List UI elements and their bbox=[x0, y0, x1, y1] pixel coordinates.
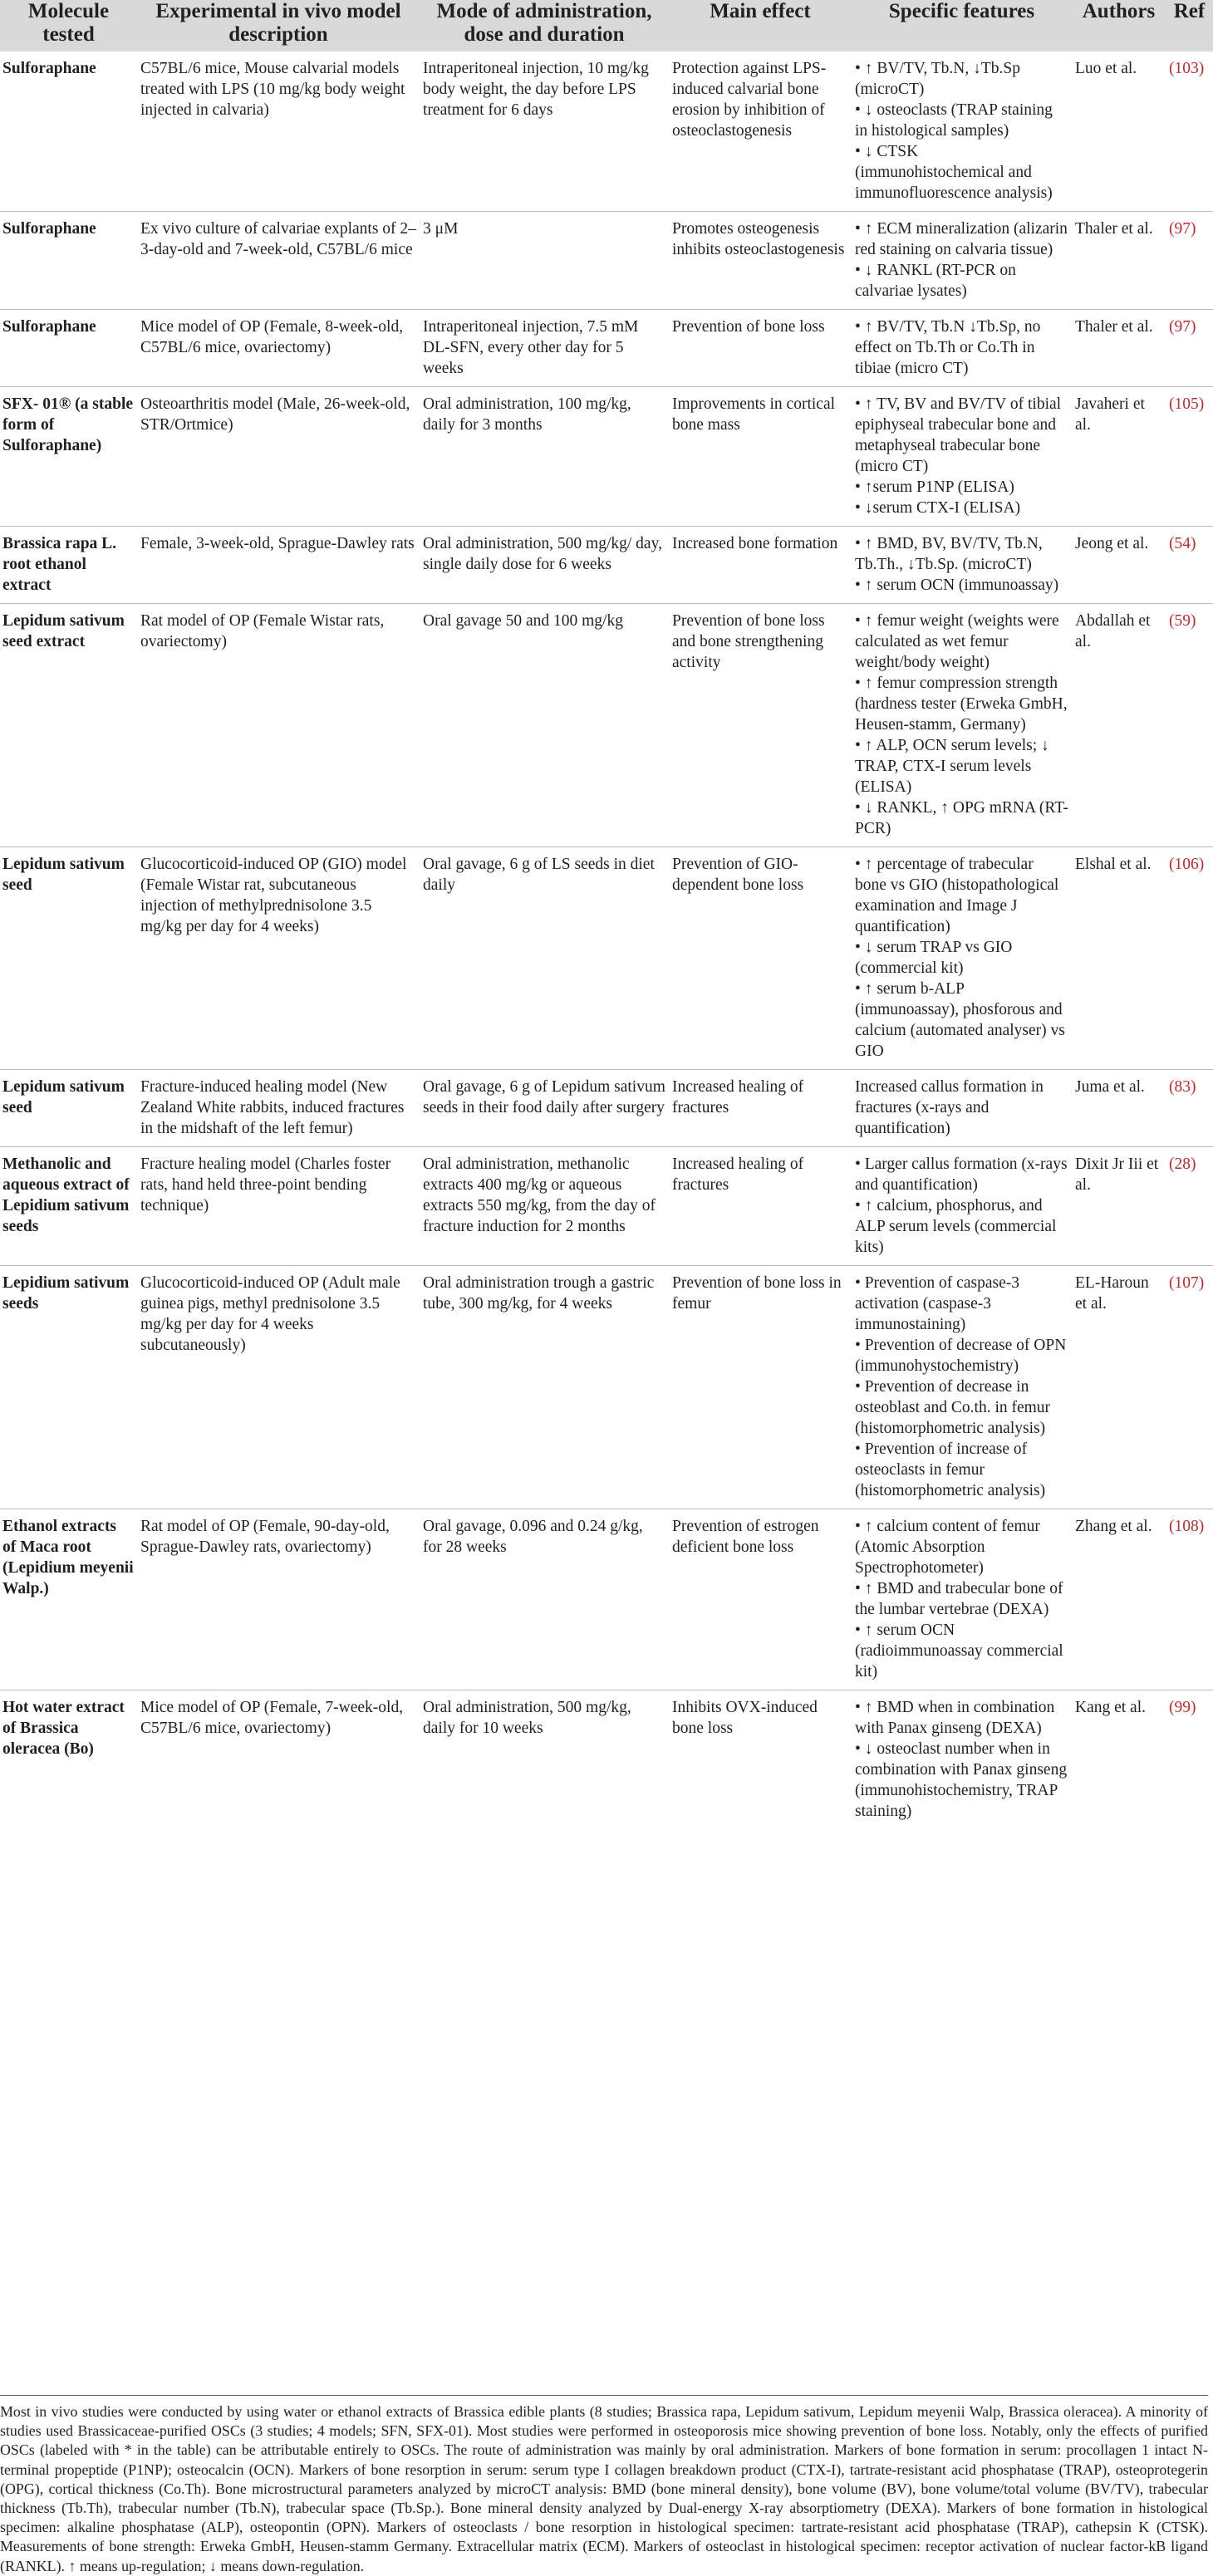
cell-effect: Prevention of bone loss bbox=[669, 310, 852, 387]
header-row bbox=[0, 0, 1213, 52]
cell-features bbox=[852, 1070, 1072, 1147]
cell-authors: Jeong et al. bbox=[1072, 527, 1166, 604]
feature-item: • ↓ osteoclast number when in combination with Panax ginseng (immunohistochemistry, TRAP staining) bbox=[855, 1740, 1068, 1820]
cell-features bbox=[852, 310, 1072, 387]
feature-item: • ↓serum CTX-I (ELISA) bbox=[855, 499, 1021, 517]
cell-mode: Intraperitoneal injection, 7.5 mM DL-SFN, every other day for 5 weeks bbox=[420, 310, 669, 387]
cell-mode: Oral administration, methanolic extracts 400 mg/kg or aqueous extracts 550 mg/kg, from the day of fracture induction for 2 months bbox=[420, 1147, 669, 1266]
cell-effect: Prevention of bone loss in femur bbox=[669, 1266, 852, 1509]
table-row bbox=[0, 604, 1213, 847]
cell-effect: Protection against LPS-induced calvarial bone erosion by inhibition of osteoclastogenesis bbox=[669, 52, 852, 212]
cell-molecule: Lepidium sativum seeds bbox=[0, 1266, 137, 1509]
cell-model: Rat model of OP (Female, 90-day-old, Sprague-Dawley rats, ovariectomy) bbox=[137, 1509, 420, 1690]
cell-ref-link[interactable]: (99) bbox=[1169, 1699, 1196, 1716]
cell-effect: Improvements in cortical bone mass bbox=[669, 387, 852, 527]
cell-model: Mice model of OP (Female, 8-week-old, C57BL/6 mice, ovariectomy) bbox=[137, 310, 420, 387]
cell-authors: Dixit Jr Iii et al. bbox=[1072, 1147, 1166, 1266]
feature-item: • ↓ RANKL, ↑ OPG mRNA (RT-PCR) bbox=[855, 799, 1068, 837]
cell-effect: Promotes osteogenesis inhibits osteoclastogenesis bbox=[669, 212, 852, 310]
header-authors: Authors bbox=[1072, 0, 1166, 52]
feature-item: • ↑ serum OCN (radioimmunoassay commercial kit) bbox=[855, 1622, 1063, 1681]
cell-mode: Oral gavage 50 and 100 mg/kg bbox=[420, 604, 669, 847]
feature-item: • ↑ femur compression strength (hardness tester (Erweka GmbH, Heusen-stamm, Germany) bbox=[855, 675, 1068, 734]
cell-effect: Inhibits OVX-induced bone loss bbox=[672, 1699, 818, 1737]
cell-authors: Kang et al. bbox=[1075, 1699, 1147, 1716]
table-row bbox=[0, 310, 1213, 387]
cell-authors: Thaler et al. bbox=[1072, 212, 1166, 310]
cell-mode: Oral gavage, 6 g of Lepidum sativum seeds in their food daily after surgery bbox=[420, 1070, 669, 1147]
cell-molecule: Sulforaphane bbox=[0, 52, 137, 212]
cell-effect: Prevention of GIO-dependent bone loss bbox=[669, 847, 852, 1070]
table-header bbox=[0, 0, 1213, 52]
header-model: Experimental in vivo model description bbox=[137, 0, 420, 52]
table-row bbox=[0, 387, 1213, 527]
table-row bbox=[0, 527, 1213, 604]
cell-effect: Increased healing of fractures bbox=[669, 1070, 852, 1147]
cell-mode: Oral administration, 500 mg/kg, daily for 10 weeks bbox=[423, 1699, 631, 1737]
cell-ref-link[interactable]: (105) bbox=[1166, 387, 1213, 527]
cell-effect: Increased healing of fractures bbox=[669, 1147, 852, 1266]
feature-item: • Larger callus formation (x-rays and quantification) bbox=[855, 1156, 1068, 1194]
feature-item: • ↑ calcium, phosphorus, and ALP serum levels (commercial kits) bbox=[855, 1197, 1057, 1256]
cell-features bbox=[852, 52, 1072, 212]
feature-item: • ↓ RANKL (RT-PCR on calvariae lysates) bbox=[855, 262, 1016, 300]
cell-model: Glucocorticoid-induced OP (GIO) model (Female Wistar rat, subcutaneous injection of methylprednisolone 3.5 mg/kg per day for 4 weeks) bbox=[137, 847, 420, 1070]
table-row bbox=[0, 1509, 1213, 1690]
header-mode: Mode of administration, dose and duration bbox=[420, 0, 669, 52]
cell-ref-link[interactable]: (97) bbox=[1166, 310, 1213, 387]
cell-authors: Elshal et al. bbox=[1072, 847, 1166, 1070]
cell-features bbox=[852, 1266, 1072, 1509]
table-row bbox=[0, 52, 1213, 212]
feature-item: • ↑ BMD when in combination with Panax ginseng (DEXA) bbox=[855, 1699, 1055, 1737]
cell-authors: Juma et al. bbox=[1072, 1070, 1166, 1147]
cell-ref-link[interactable]: (28) bbox=[1166, 1147, 1213, 1266]
feature-item: • ↓ osteoclasts (TRAP staining in histological samples) bbox=[855, 101, 1053, 140]
table-row bbox=[0, 212, 1213, 310]
feature-item: • Prevention of caspase-3 activation (caspase-3 immunostaining) bbox=[855, 1274, 1019, 1333]
feature-item: • ↓ serum TRAP vs GIO (commercial kit) bbox=[855, 939, 1013, 977]
feature-item: • ↑ serum b-ALP (immunoassay), phosforous and calcium (automated analyser) vs GIO bbox=[855, 980, 1065, 1060]
feature-item: Increased callus formation in fractures (x-rays and quantification) bbox=[855, 1078, 1044, 1137]
table-row bbox=[0, 1070, 1213, 1147]
cell-mode: 3 μM bbox=[420, 212, 669, 310]
cell-ref-link[interactable]: (107) bbox=[1166, 1266, 1213, 1509]
feature-item: • ↓ CTSK (immunohistochemical and immunofluorescence analysis) bbox=[855, 143, 1053, 202]
cell-ref-link[interactable]: (83) bbox=[1166, 1070, 1213, 1147]
feature-item: • Prevention of decrease of OPN (immunohystochemistry) bbox=[855, 1337, 1067, 1375]
header-ref: Ref bbox=[1166, 0, 1213, 52]
cell-molecule: Sulforaphane bbox=[0, 212, 137, 310]
cell-authors: EL-Haroun et al. bbox=[1072, 1266, 1166, 1509]
table-row bbox=[0, 1690, 1213, 1830]
feature-item: • ↑ BV/TV, Tb.N, ↓Tb.Sp (microCT) bbox=[855, 60, 1020, 98]
cell-authors: Luo et al. bbox=[1072, 52, 1166, 212]
cell-model: Glucocorticoid-induced OP (Adult male guinea pigs, methyl prednisolone 3.5 mg/kg per day for 4 weeks subcutaneously) bbox=[137, 1266, 420, 1509]
cell-mode: Oral gavage, 0.096 and 0.24 g/kg, for 28 weeks bbox=[420, 1509, 669, 1690]
cell-molecule: Lepidum sativum seed extract bbox=[0, 604, 137, 847]
table-row bbox=[0, 1147, 1213, 1266]
cell-ref-link[interactable]: (103) bbox=[1166, 52, 1213, 212]
cell-ref-link[interactable]: (59) bbox=[1166, 604, 1213, 847]
cell-mode: Oral gavage, 6 g of LS seeds in diet daily bbox=[420, 847, 669, 1070]
cell-molecule: Hot water extract of Brassica oleracea (Bo) bbox=[2, 1699, 125, 1758]
table-row bbox=[0, 847, 1213, 1070]
cell-mode: Oral administration trough a gastric tube, 300 mg/kg, for 4 weeks bbox=[420, 1266, 669, 1509]
cell-mode: Oral administration, 500 mg/kg/ day, single daily dose for 6 weeks bbox=[420, 527, 669, 604]
cell-ref-link[interactable]: (108) bbox=[1166, 1509, 1213, 1690]
cell-authors: Javaheri et al. bbox=[1072, 387, 1166, 527]
cell-model: Osteoarthritis model (Male, 26-week-old, STR/Ortmice) bbox=[137, 387, 420, 527]
cell-authors: Zhang et al. bbox=[1072, 1509, 1166, 1690]
cell-authors: Abdallah et al. bbox=[1072, 604, 1166, 847]
cell-model: Female, 3-week-old, Sprague-Dawley rats bbox=[137, 527, 420, 604]
cell-molecule: Methanolic and aqueous extract of Lepidium sativum seeds bbox=[0, 1147, 137, 1266]
table-row bbox=[0, 1266, 1213, 1509]
feature-item: • ↑serum P1NP (ELISA) bbox=[855, 478, 1014, 496]
cell-features bbox=[852, 387, 1072, 527]
feature-item: • ↑ serum OCN (immunoassay) bbox=[855, 577, 1059, 594]
cell-model: Ex vivo culture of calvariae explants of 2–3-day-old and 7-week-old, C57BL/6 mice bbox=[137, 212, 420, 310]
cell-features bbox=[852, 527, 1072, 604]
cell-features bbox=[852, 1509, 1072, 1690]
cell-features bbox=[852, 212, 1072, 310]
cell-effect: Increased bone formation bbox=[669, 527, 852, 604]
cell-mode: Oral administration, 100 mg/kg, daily for 3 months bbox=[420, 387, 669, 527]
cell-model: Rat model of OP (Female Wistar rats, ovariectomy) bbox=[137, 604, 420, 847]
cell-features bbox=[852, 1147, 1072, 1266]
header-molecule: Molecule tested bbox=[0, 0, 137, 52]
cell-features bbox=[852, 604, 1072, 847]
table-footnote: Most in vivo studies were conducted by using water or ethanol extracts of Brassica edible plants (8 studies; Brassica rapa, Lepidum sativum, Lepidum meyenii Walp, Brassica oleracea). A minority of studies used Brassicaceae-purified OSCs (3 studies; 4 models; SFN, SFX-01). Most studies were performed in osteoporosis mice showing prevention of bone loss. Notably, only the effects of purified OSCs (labeled with * in the table) can be attributable entirely to OSCs. The route of administration was mainly by oral administration. Markers of bone formation in serum: procollagen 1 intact N-terminal propeptide (P1NP); osteocalcin (OCN). Markers of bone resorption in serum: serum type I collagen breakdown product (CTX-I), tartrate-resistant acid phosphatase (TRAP), osteoprotegerin (OPG), cortical thickness (Co.Th). Bone microstructural parameters analyzed by microCT analysis: BMD (bone mineral density), bone volume (BV), bone volume/total volume (BV/TV), trabecular thickness (Tb.Th), trabecular number (Tb.N), trabecular space (Tb.Sp.). Bone mineral density analyzed by Dual-energy X-ray absorptiometry (DEXA). Markers of bone formation in histological specimen: alkaline phosphatase (ALP), osteopontin (OPN). Markers of osteoclasts / bone resorption in histological specimen: tartrate-resistant acid phosphatase (TRAP), cathepsin K (CTSK). Measurements of bone strength: Erweka GmbH, Heusen-stamm Germany. Extracellular matrix (ECM). Markers of osteoclast in histological specimen: receptor activation of nuclear factor-kB ligand (RANKL). ↑ means up-regulation; ↓ means down-regulation. bbox=[0, 2395, 1208, 2576]
feature-item: • ↑ femur weight (weights were calculated as wet femur weight/body weight) bbox=[855, 612, 1059, 671]
cell-molecule: Sulforaphane bbox=[0, 310, 137, 387]
cell-effect: Prevention of estrogen deficient bone loss bbox=[669, 1509, 852, 1690]
table-body bbox=[0, 52, 1213, 1829]
cell-molecule: Ethanol extracts of Maca root (Lepidium meyenii Walp.) bbox=[0, 1509, 137, 1690]
cell-molecule: Brassica rapa L. root ethanol extract bbox=[0, 527, 137, 604]
cell-mode: Intraperitoneal injection, 10 mg/kg body weight, the day before LPS treatment for 6 days bbox=[420, 52, 669, 212]
feature-item: • ↑ ALP, OCN serum levels; ↓ TRAP, CTX-I serum levels (ELISA) bbox=[855, 737, 1049, 796]
feature-item: • ↑ BV/TV, Tb.N ↓Tb.Sp, no effect on Tb.Th or Co.Th in tibiae (micro CT) bbox=[855, 318, 1041, 377]
cell-model: Fracture healing model (Charles foster rats, hand held three-point bending technique) bbox=[137, 1147, 420, 1266]
cell-molecule: Lepidum sativum seed bbox=[0, 847, 137, 1070]
cell-ref-link[interactable]: (97) bbox=[1166, 212, 1213, 310]
cell-model: Mice model of OP (Female, 7-week-old, C57BL/6 mice, ovariectomy) bbox=[140, 1699, 404, 1737]
cell-effect: Prevention of bone loss and bone strengthening activity bbox=[669, 604, 852, 847]
feature-item: • Prevention of increase of osteoclasts in femur (histomorphometric analysis) bbox=[855, 1440, 1046, 1499]
feature-item: • Prevention of decrease in osteoblast and Co.th. in femur (histomorphometric analysis) bbox=[855, 1378, 1051, 1437]
cell-molecule: SFX- 01® (a stable form of Sulforaphane) bbox=[0, 387, 137, 527]
cell-authors: Thaler et al. bbox=[1072, 310, 1166, 387]
feature-item: • ↑ TV, BV and BV/TV of tibial epiphyseal trabecular bone and metaphyseal trabecular bone (micro CT) bbox=[855, 395, 1062, 475]
feature-item: • ↑ BMD, BV, BV/TV, Tb.N, Tb.Th., ↓Tb.Sp. (microCT) bbox=[855, 535, 1043, 573]
cell-features bbox=[852, 847, 1072, 1070]
cell-model: Fracture-induced healing model (New Zealand White rabbits, induced fractures in the midshaft of the left femur) bbox=[137, 1070, 420, 1147]
feature-item: • ↑ BMD and trabecular bone of the lumbar vertebrae (DEXA) bbox=[855, 1580, 1063, 1618]
cell-model: C57BL/6 mice, Mouse calvarial models treated with LPS (10 mg/kg body weight injected in calvaria) bbox=[137, 52, 420, 212]
cell-molecule: Lepidum sativum seed bbox=[0, 1070, 137, 1147]
cell-ref-link[interactable]: (106) bbox=[1166, 847, 1213, 1070]
feature-item: • ↑ percentage of trabecular bone vs GIO (histopathological examination and Image J quantification) bbox=[855, 856, 1059, 935]
feature-item: • ↑ calcium content of femur (Atomic Absorption Spectrophotometer) bbox=[855, 1518, 1040, 1577]
feature-item: • ↑ ECM mineralization (alizarin red staining on calvaria tissue) bbox=[855, 220, 1068, 258]
cell-ref-link[interactable]: (54) bbox=[1166, 527, 1213, 604]
header-features: Specific features bbox=[852, 0, 1072, 52]
header-effect: Main effect bbox=[669, 0, 852, 52]
cell-features bbox=[852, 1690, 1072, 1830]
